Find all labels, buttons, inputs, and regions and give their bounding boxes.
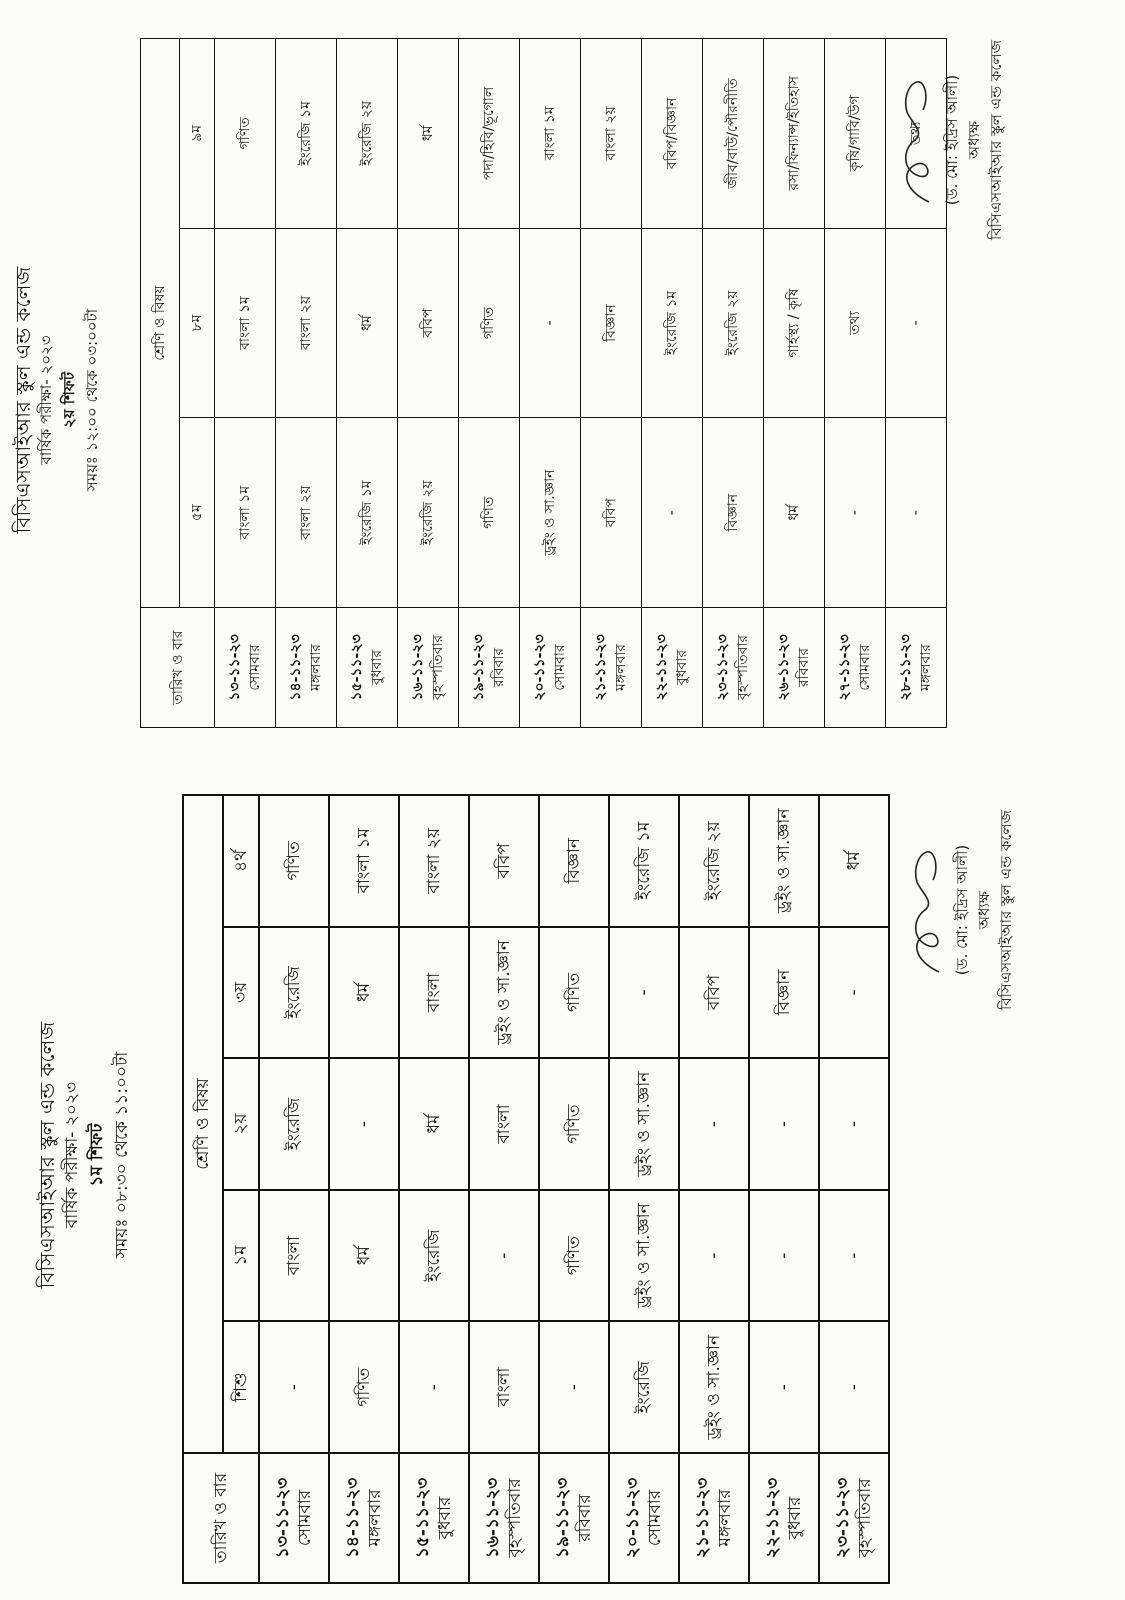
date-cell [520, 608, 581, 728]
subject-cell: গণিত [539, 1190, 609, 1322]
subject-cell: ইংরেজি [609, 1321, 679, 1453]
exam-day: মঙ্গলবার [308, 643, 324, 692]
subject-cell: রসা/ফিন্যান্স/ইতিহাস [764, 39, 825, 229]
exam-date: ১৫-১১-২৩ [349, 634, 365, 701]
class-header: ১ম [223, 1190, 259, 1322]
exam-date: ১৪-১১-২৩ [288, 634, 304, 701]
exam-date: ২১-১১-২৩ [593, 634, 609, 701]
subject-cell: বিজ্ঞান [749, 927, 819, 1059]
table-row [581, 39, 642, 728]
table-row [276, 39, 337, 728]
shift2-routine [0, 0, 1125, 790]
class-header: ৪র্থ [223, 795, 259, 927]
date-cell [609, 1453, 679, 1583]
table-row [819, 795, 889, 1583]
subject-cell: গার্হস্থ্য / কৃষি [764, 228, 825, 418]
subject-cell: বিজ্ঞান [539, 795, 609, 927]
class-header: ৩য় [223, 927, 259, 1059]
subject-cell: বাংলা ২য় [276, 228, 337, 418]
signer-title: অধ্যক্ষ [975, 891, 993, 929]
table-row [609, 795, 679, 1583]
subject-cell: ইংরেজি ২য় [337, 39, 398, 229]
subject-cell: গণিত [259, 795, 329, 927]
subject-cell: গণিত [215, 39, 276, 229]
subject-cell: ববিপ [679, 927, 749, 1059]
date-cell [337, 608, 398, 728]
col-group-header: শ্রেণি ও বিষয় [141, 39, 180, 608]
table-row [679, 795, 749, 1583]
subject-cell: - [819, 1190, 889, 1322]
exam-date: ২৩-১১-২৩ [715, 634, 731, 701]
subject-cell: ড্রইং ও সা.জ্ঞান [469, 927, 539, 1059]
subject-cell: বাংলা ২য় [581, 39, 642, 229]
subject-cell: গণিত [459, 228, 520, 418]
subject-cell: - [749, 1058, 819, 1190]
exam-day: বুধবার [369, 649, 385, 686]
table-row [399, 795, 469, 1583]
subject-cell: - [886, 418, 947, 608]
subject-cell: বিজ্ঞান [581, 228, 642, 418]
exam-date: ১৯-১১-২৩ [553, 1477, 573, 1559]
table-row [398, 39, 459, 728]
subject-cell: বাংলা [469, 1058, 539, 1190]
subject-cell: ধর্ম [398, 39, 459, 229]
subject-cell: বাংলা [259, 1190, 329, 1322]
subject-cell: তথ্য [886, 39, 947, 229]
subject-cell: বাংলা ২য় [399, 795, 469, 927]
subject-cell: - [679, 1058, 749, 1190]
subject-cell: জীব/বাউ/পৌরনীতি [703, 39, 764, 229]
exam-date: ২৬-১১-২৩ [776, 634, 792, 701]
exam-day: মঙ্গলবার [613, 643, 629, 692]
subject-cell: ইংরেজি ১ম [609, 795, 679, 927]
shift2-header [12, 190, 104, 610]
col-date-header: তারিখ ও বার [183, 1453, 259, 1583]
exam-title: বার্ষিক পরীক্ষা- ২০২৩ [62, 1081, 82, 1229]
date-cell [703, 608, 764, 728]
subject-cell: ধর্ম [329, 1190, 399, 1322]
date-cell [819, 1453, 889, 1583]
exam-day: রবিবার [491, 647, 507, 688]
shift2-schedule-table [140, 38, 947, 728]
date-cell [749, 1453, 819, 1583]
school-name: বিসিএসআইআর স্কুল এন্ড কলেজ [11, 266, 35, 534]
subject-cell: গণিত [459, 418, 520, 608]
subject-cell: - [520, 228, 581, 418]
shift1-signature-block [905, 780, 1017, 1040]
subject-cell: ড্রইং ও সা.জ্ঞান [679, 1321, 749, 1453]
exam-day: বৃহস্পতিবার [430, 634, 446, 701]
date-cell [276, 608, 337, 728]
table-row [539, 795, 609, 1583]
subject-cell: ড্রইং ও সা.জ্ঞান [609, 1190, 679, 1322]
subject-cell: বাংলা ১ম [520, 39, 581, 229]
table-row [825, 39, 886, 728]
subject-cell: গণিত [329, 1321, 399, 1453]
shift1-routine [0, 790, 1125, 1600]
table-row [469, 795, 539, 1583]
date-cell [764, 608, 825, 728]
subject-cell: বাংলা ২য় [276, 418, 337, 608]
subject-cell: - [749, 1321, 819, 1453]
exam-day: মঙ্গলবার [715, 1489, 735, 1547]
subject-cell: তথ্য [825, 228, 886, 418]
exam-day: বুধবার [435, 1496, 455, 1540]
class-header: ৫ম [180, 418, 215, 608]
signer-org: বিসিএসআইআর স্কুল এন্ড কলেজ [987, 40, 1005, 240]
shift1-header [35, 990, 135, 1320]
exam-day: বৃহস্পতিবার [735, 634, 751, 701]
date-cell [398, 608, 459, 728]
class-header: ২য় [223, 1058, 259, 1190]
table-row [749, 795, 819, 1583]
subject-cell: ইংরেজি [259, 1058, 329, 1190]
exam-date: ২২-১১-২৩ [654, 634, 670, 701]
subject-cell: - [679, 1190, 749, 1322]
exam-date: ২০-১১-২৩ [623, 1477, 643, 1559]
date-cell [679, 1453, 749, 1583]
subject-cell: ইংরেজি ১ম [276, 39, 337, 229]
exam-day: সোমবার [247, 644, 263, 691]
subject-cell: বাংলা ১ম [215, 418, 276, 608]
shift-label: ১ম শিফট [87, 1123, 107, 1187]
subject-cell: গণিত [539, 1058, 609, 1190]
table-row [337, 39, 398, 728]
exam-day: রবিবার [575, 1494, 595, 1542]
subject-cell: ড্রইং ও সা.জ্ঞান [749, 795, 819, 927]
subject-cell: বাংলা [469, 1321, 539, 1453]
exam-day: রবিবার [796, 647, 812, 688]
date-cell [886, 608, 947, 728]
subject-cell: ড্রইং ও সা.জ্ঞান [520, 418, 581, 608]
signature-mark [895, 70, 939, 210]
subject-cell: বাংলা ১ম [329, 795, 399, 927]
subject-cell: ইংরেজি ১ম [642, 228, 703, 418]
date-cell [399, 1453, 469, 1583]
exam-day: বৃহস্পতিবার [505, 1478, 525, 1558]
exam-date: ২২-১১-২৩ [763, 1477, 783, 1559]
exam-date: ২১-১১-২৩ [693, 1477, 713, 1559]
subject-cell: ববিপ [469, 795, 539, 927]
subject-cell: ইংরেজি ১ম [337, 418, 398, 608]
table-row [459, 39, 520, 728]
exam-date: ১৪-১১-২৩ [343, 1477, 363, 1559]
subject-cell: - [329, 1058, 399, 1190]
exam-time: সময়ঃ ০৮:৩০ থেকে ১১:০০টা [112, 1051, 132, 1259]
shift2-signature-block [895, 10, 1007, 270]
date-cell [259, 1453, 329, 1583]
exam-day: মঙ্গলবার [365, 1489, 385, 1547]
exam-date: ২০-১১-২৩ [532, 634, 548, 701]
exam-day: সোমবার [645, 1489, 665, 1547]
subject-cell: ড্রইং ও সা.জ্ঞান [609, 1058, 679, 1190]
exam-day: বৃহস্পতিবার [855, 1478, 875, 1558]
subject-cell: - [469, 1190, 539, 1322]
subject-cell: ইংরেজি ২য় [703, 228, 764, 418]
table-row [764, 39, 825, 728]
signature-mark [905, 840, 949, 980]
class-header: ৮ম [180, 228, 215, 418]
table-row [520, 39, 581, 728]
exam-date: ১৬-১১-২৩ [410, 634, 426, 701]
exam-day: সোমবার [552, 644, 568, 691]
signer-name: (ড. মো: ইদ্রিস আলী) [943, 74, 961, 206]
exam-day: বুধবার [785, 1496, 805, 1540]
col-group-header: শ্রেণি ও বিষয় [183, 795, 223, 1453]
subject-cell: ইংরেজি [259, 927, 329, 1059]
class-header: ৯ম [180, 39, 215, 229]
subject-cell: বাংলা [399, 927, 469, 1059]
date-cell [539, 1453, 609, 1583]
date-cell [329, 1453, 399, 1583]
subject-cell: ইংরেজি [399, 1190, 469, 1322]
exam-day: সোমবার [857, 644, 873, 691]
subject-cell: পদা/হিবি/ভূগোল [459, 39, 520, 229]
subject-cell: ধর্ম [399, 1058, 469, 1190]
subject-cell: - [539, 1321, 609, 1453]
subject-cell: বাংলা ১ম [215, 228, 276, 418]
subject-cell: বিজ্ঞান [703, 418, 764, 608]
exam-date: ২৮-১১-২৩ [898, 634, 914, 701]
signer-title: অধ্যক্ষ [965, 121, 983, 159]
subject-cell: - [819, 1058, 889, 1190]
subject-cell: - [399, 1321, 469, 1453]
subject-cell: কৃষি/গাবি/উগ [825, 39, 886, 229]
subject-cell: গণিত [539, 927, 609, 1059]
exam-date: ১৩-১১-২৩ [273, 1477, 293, 1559]
exam-day: সোমবার [295, 1489, 315, 1547]
subject-cell: ধর্ম [819, 795, 889, 927]
subject-cell: - [819, 927, 889, 1059]
subject-cell: ইংরেজি ২য় [679, 795, 749, 927]
subject-cell: ধর্ম [764, 418, 825, 608]
subject-cell: - [749, 1190, 819, 1322]
date-cell [825, 608, 886, 728]
date-cell [215, 608, 276, 728]
subject-cell: ধর্ম [337, 228, 398, 418]
exam-date: ২৩-১১-২৩ [833, 1477, 853, 1559]
date-cell [642, 608, 703, 728]
table-row [703, 39, 764, 728]
subject-cell: ববিপ/বিজ্ঞান [642, 39, 703, 229]
shift1-schedule-table [182, 794, 890, 1584]
subject-cell: ইংরেজি ২য় [398, 418, 459, 608]
exam-day: বুধবার [674, 649, 690, 686]
table-row [215, 39, 276, 728]
exam-date: ১৫-১১-২৩ [413, 1477, 433, 1559]
subject-cell: ববিপ [398, 228, 459, 418]
date-cell [469, 1453, 539, 1583]
table-row [642, 39, 703, 728]
subject-cell: ববিপ [581, 418, 642, 608]
subject-cell: - [259, 1321, 329, 1453]
date-cell [581, 608, 642, 728]
shift-label: ২য় শিফট [60, 371, 78, 429]
subject-cell: ধর্ম [329, 927, 399, 1059]
exam-day: মঙ্গলবার [918, 643, 934, 692]
exam-title: বার্ষিক পরীক্ষা- ২০২৩ [37, 335, 55, 465]
date-cell [459, 608, 520, 728]
subject-cell: - [819, 1321, 889, 1453]
subject-cell: - [886, 228, 947, 418]
signer-name: (ড. মো: ইদ্রিস আলী) [953, 844, 971, 976]
col-date-header: তারিখ ও বার [141, 608, 215, 728]
table-row [329, 795, 399, 1583]
signer-org: বিসিএসআইআর স্কুল এন্ড কলেজ [997, 810, 1015, 1010]
class-header: শিশু [223, 1321, 259, 1453]
exam-time: সময়ঃ ১২:০০ থেকে ০৩:০০টা [83, 308, 101, 492]
exam-date: ১৬-১১-২৩ [483, 1477, 503, 1559]
school-name: বিসিএসআইআর স্কুল এন্ড কলেজ [35, 1021, 59, 1289]
subject-cell: - [642, 418, 703, 608]
subject-cell: - [609, 927, 679, 1059]
exam-date: ১৩-১১-২৩ [227, 634, 243, 701]
exam-date: ২৭-১১-২৩ [837, 634, 853, 701]
table-row [259, 795, 329, 1583]
exam-date: ১৯-১১-২৩ [471, 634, 487, 701]
subject-cell: - [825, 418, 886, 608]
